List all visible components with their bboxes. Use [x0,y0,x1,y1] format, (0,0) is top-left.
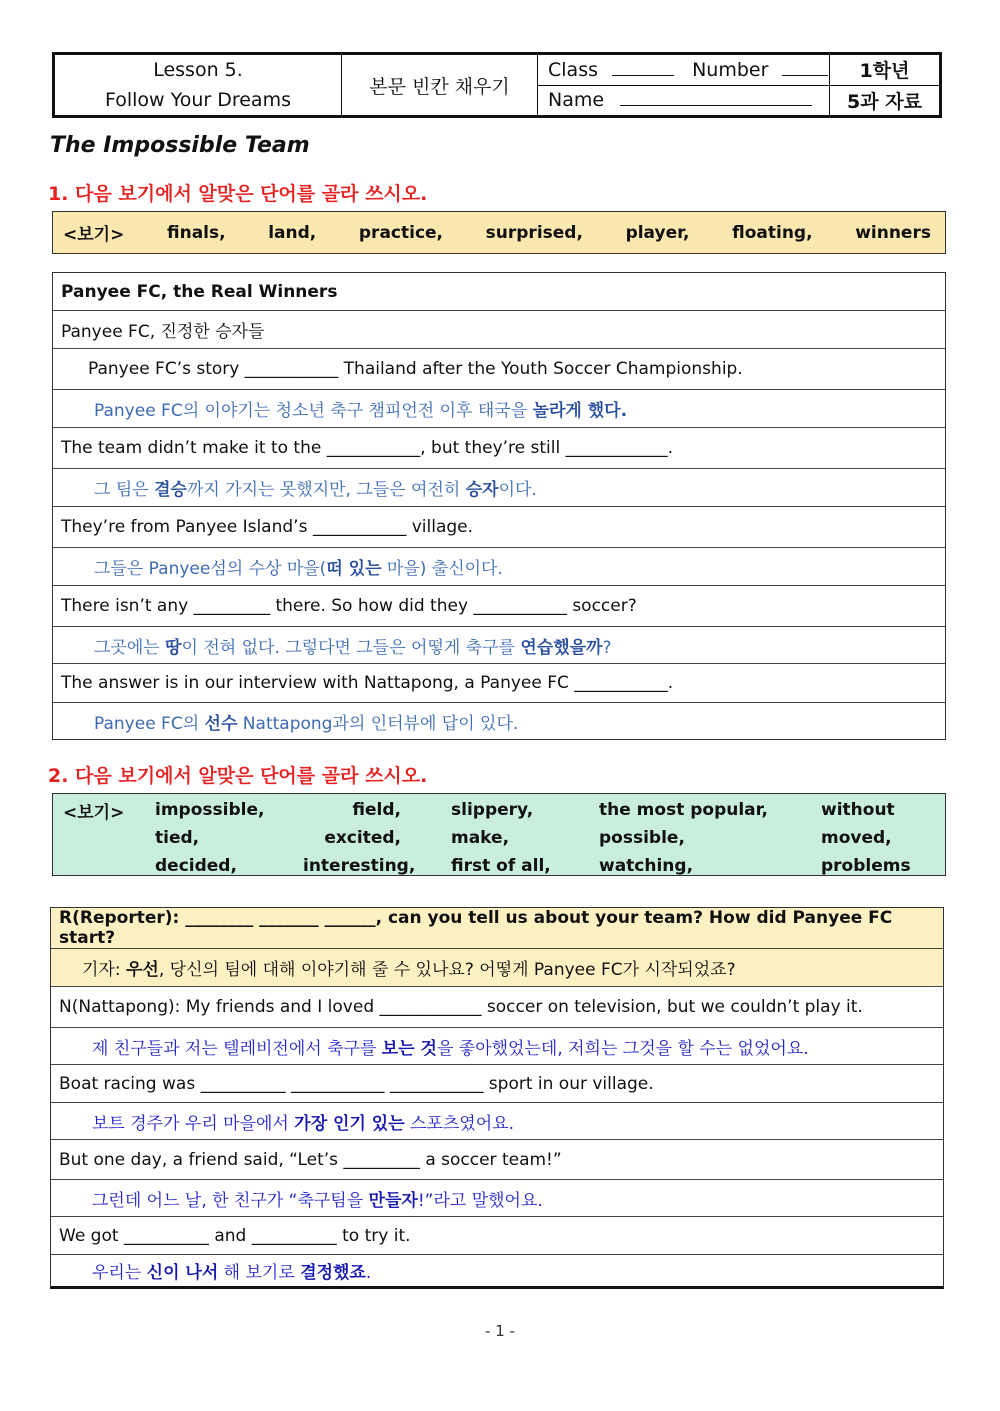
sentence-row [53,428,945,469]
translation-text: , 당신의 팀에 대해 이야기해 줄 수 있나요? 어떻게 Panyee FC가 시작되었죠? [158,960,736,980]
english-sentence: Panyee FC’s story ___________ Thailand after the Youth Soccer Championship. [88,359,743,379]
translation-row [53,390,945,428]
word-option: winners [855,222,931,243]
class-blank[interactable] [612,60,674,76]
translation-text: . [365,1263,372,1283]
wordbox-label: <보기> [63,802,125,823]
word-option: decided, [155,856,237,876]
translation-text: 그곳에는 [94,637,166,658]
korean-translation [61,709,518,734]
section2-wordbox [52,793,946,876]
sentence-row [51,1065,943,1103]
worksheet-type: 본문 빈칸 채우기 [342,54,538,117]
korean-translation [59,1109,514,1134]
word-option: moved, [821,828,892,848]
word-option: watching, [599,856,694,876]
translation-text: Panyee FC의 이야기는 청소년 축구 챔피언전 이후 태국을 [94,401,533,421]
passage-title-row [53,273,945,311]
translation-row [51,1255,943,1286]
english-sentence: N(Nattapong): My friends and I loved ____________ soccer on television, but we couldn’t play it. [59,997,863,1017]
translation-text: Panyee FC의 [94,713,205,734]
korean-translation [61,396,627,421]
lesson-title: Follow Your Dreams [104,89,291,111]
passage-title-row [51,908,943,949]
english-sentence: The team didn’t make it to the ___________, but they’re still ____________. [61,438,674,458]
sentence-row [51,1217,943,1255]
section1-wordbox [52,211,946,254]
section2-heading: 2. 다음 보기에서 알맞은 단어를 골라 쓰시오. [48,765,428,787]
sentence-row [53,311,945,349]
word-row [63,852,945,880]
word-row [63,796,945,824]
answer-hint: 연습했을까 [520,637,603,658]
translation-text: 해 보기로 [218,1263,301,1283]
answer-hint: 놀라게 했다. [532,401,628,421]
translation-text: 이다. [498,480,537,500]
sentence-row [51,1140,943,1180]
korean-translation [59,1034,809,1059]
answer-hint: 보는 것 [381,1038,437,1059]
translation-row [53,469,945,507]
translation-row [51,1028,943,1065]
document-title: The Impossible Team [50,133,310,158]
answer-hint: 결정했죠 [300,1263,366,1283]
class-label: Class [548,58,598,81]
number-blank[interactable] [782,60,828,76]
translation-text: 보트 경주가 우리 마을에서 [92,1113,295,1134]
sentence-row [53,507,945,548]
translation-text: Nattapong과의 인터뷰에 답이 있다. [237,713,519,734]
translation-text: 까지 가지는 못했지만, 그들은 여전히 [186,480,466,500]
translation-text: 을 좋아했었는데, 저희는 그것을 할 수는 없었어요. [436,1038,809,1059]
english-sentence: Panyee FC, the Real Winners [61,281,338,302]
section2-passage-table [50,907,944,1289]
name-blank[interactable] [620,90,812,106]
grade-label: 1학년 [830,54,941,86]
word-option: land, [268,222,317,243]
name-label: Name [548,89,605,112]
word-option: slippery, [451,800,534,820]
english-sentence: They’re from Panyee Island’s ___________ village. [61,517,474,537]
worksheet-header [52,52,942,118]
translation-text: 우리는 [92,1263,147,1283]
translation-text: 제 친구들과 저는 텔레비전에서 축구를 [92,1038,382,1059]
section1-heading: 1. 다음 보기에서 알맞은 단어를 골라 쓰시오. [48,183,428,205]
english-sentence: We got __________ and __________ to try it. [59,1225,411,1246]
word-option: floating, [732,222,813,243]
word-row [63,824,945,852]
word-option: interesting, [303,856,416,876]
sentence-row [53,349,945,390]
lesson-cell [54,54,342,117]
sentence-row [53,664,945,703]
sentence-row [53,586,945,627]
number-label: Number [692,58,769,81]
translation-text: 그 팀은 [94,480,155,500]
word-option: practice, [358,222,444,243]
translation-row [51,949,943,987]
korean-translation [59,955,736,980]
translation-row [53,548,945,586]
sentence-row [51,987,943,1028]
answer-hint: 만들자 [368,1190,418,1211]
answer-hint: 승자 [465,480,499,500]
word-option: impossible, [155,800,265,820]
word-option: tied, [155,828,200,848]
answer-hint: 땅 [165,637,182,658]
translation-text: 마을) 출신이다. [381,559,503,579]
word-option: possible, [599,828,685,848]
section1-passage-table [52,272,946,740]
korean-translation [59,1186,543,1211]
answer-hint: 결승 [154,480,187,500]
translation-row [51,1103,943,1140]
word-option: problems [821,856,911,876]
translation-text: 이 전혀 없다. 그렇다면 그들은 어떻게 축구를 [181,637,521,658]
translation-row [51,1180,943,1217]
korean-translation [61,633,612,658]
answer-hint: 우선 [125,960,159,980]
translation-text: 기자: [82,960,126,980]
word-option: make, [451,828,510,848]
english-sentence: Boat racing was __________ ___________ ___________ sport in our village. [59,1073,654,1094]
translation-row [53,703,945,739]
english-sentence: R(Reporter): ________ _______ ______, can you tell us about your team? How did Panyee FC start? [59,908,893,948]
answer-hint: 가장 인기 있는 [294,1113,405,1134]
korean-translation [61,554,503,579]
answer-hint: 선수 [204,713,238,734]
name-cell [538,85,830,117]
word-option: player, [625,222,690,243]
wordbox-label: <보기> [63,225,125,245]
english-sentence: Panyee FC, 진정한 승자들 [61,322,265,342]
word-option: finals, [166,222,226,243]
translation-text: !”라고 말했어요. [417,1190,543,1211]
chapter-label: 5과 자료 [830,85,941,117]
word-option: surprised, [485,222,583,243]
translation-row [53,627,945,664]
word-option: the most popular, [599,800,768,820]
word-option: field, [352,800,401,820]
word-option: excited, [324,828,401,848]
korean-translation [59,1258,371,1283]
class-number-cell [538,54,830,86]
english-sentence: There isn’t any _________ there. So how did they ___________ soccer? [61,596,637,616]
translation-text: 그런데 어느 날, 한 친구가 “축구팀을 [92,1190,369,1211]
answer-hint: 떠 있는 [326,559,382,579]
korean-translation [61,475,537,500]
english-sentence: But one day, a friend said, “Let’s _________ a soccer team!” [59,1149,562,1170]
word-option: without [821,800,895,820]
translation-text: 그들은 Panyee섬의 수상 마을( [94,559,327,579]
lesson-number: Lesson 5. [153,59,243,81]
english-sentence: The answer is in our interview with Nattapong, a Panyee FC ___________. [61,673,674,693]
translation-text: ? [602,637,612,658]
page-number: - 1 - [485,1322,515,1340]
answer-hint: 신이 나서 [146,1263,219,1283]
translation-text: 스포츠였어요. [404,1113,514,1134]
word-option: first of all, [451,856,551,876]
